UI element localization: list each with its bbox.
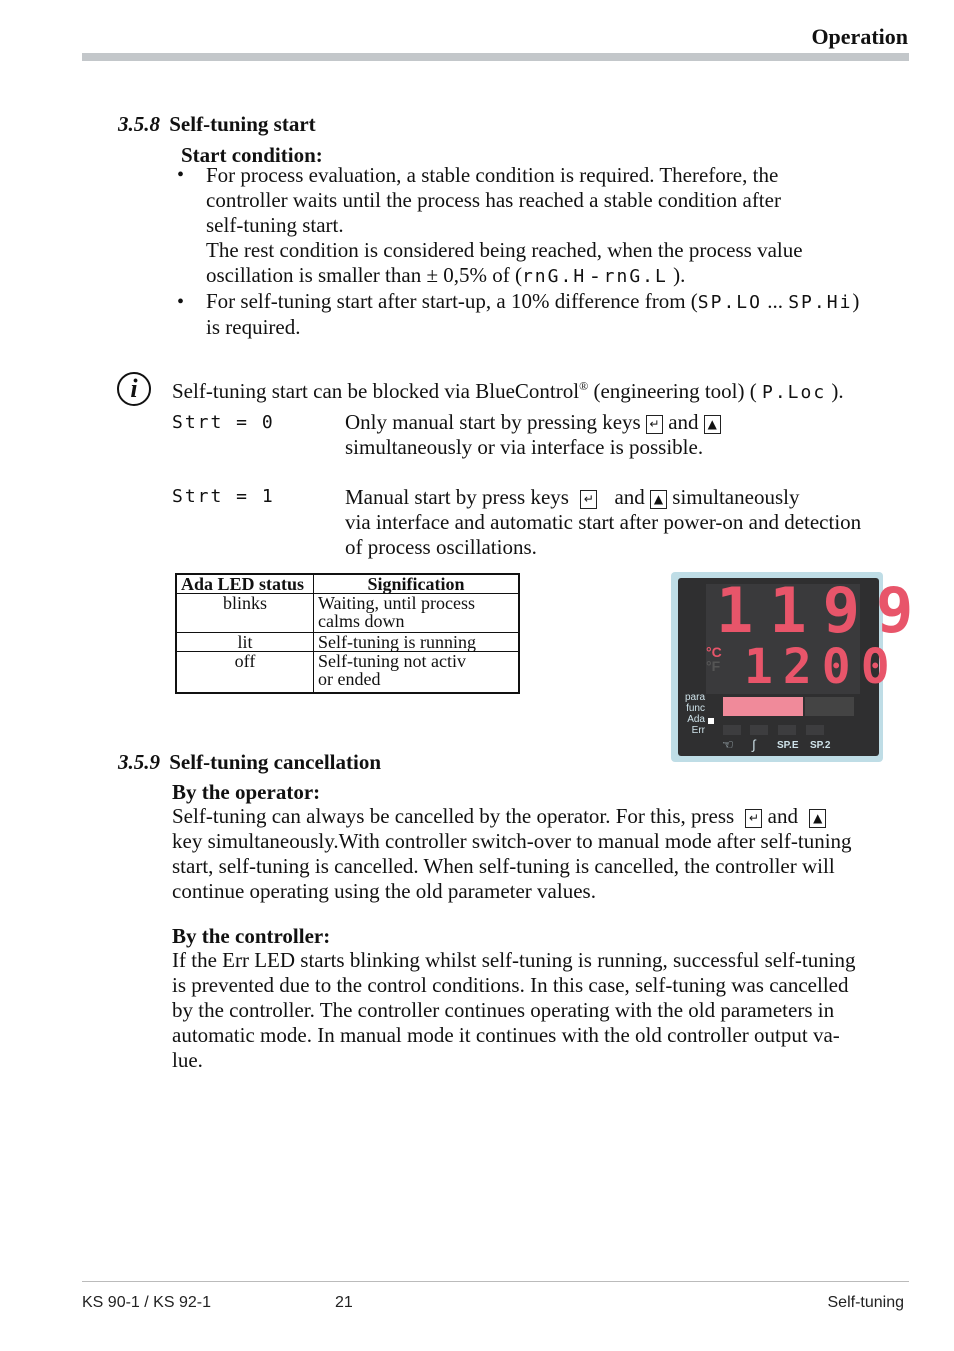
- table-row: [176, 594, 519, 633]
- strt-1-text: simultaneously: [672, 485, 800, 509]
- info-text: Self-tuning start can be blocked via BlueControl: [172, 379, 580, 403]
- table-row: [176, 652, 519, 694]
- controller-line: is prevented due to the control conditions. In this case, self-tuning was cancelled: [172, 973, 849, 997]
- table-row: [176, 633, 519, 652]
- bullet-1-line: The rest condition is considered being reached, when the process value: [206, 238, 803, 262]
- hand-icon: ☜: [722, 737, 734, 752]
- section-358-number: 3.5.8: [118, 112, 160, 136]
- table-header-cell: Signification: [314, 574, 520, 594]
- table-cell-signification: Self-tuning is running: [314, 633, 520, 652]
- footer-rule: [82, 1281, 909, 1282]
- led-label-para: para: [684, 692, 705, 703]
- footer-section: Self-tuning: [827, 1294, 904, 1311]
- enter-key-icon: ↵: [580, 490, 597, 509]
- footer-model: KS 90-1 / KS 92-1: [82, 1294, 211, 1311]
- signification-line: calms down: [318, 611, 405, 631]
- ada-led-indicator: [708, 718, 714, 724]
- section-359-number: 3.5.9: [118, 750, 160, 774]
- param-code: SP.LO: [697, 292, 762, 313]
- bargraph-lit: [723, 697, 803, 716]
- table-header-row: [176, 574, 519, 594]
- start-condition-heading: Start condition:: [181, 143, 323, 167]
- bullet-1-formula-line: [206, 263, 906, 289]
- operator-line: start, self-tuning is cancelled. When self-tuning is cancelled, the controller will: [172, 854, 835, 878]
- strt-1-line: of process oscillations.: [345, 535, 537, 559]
- bullet-2-line: [206, 289, 906, 315]
- button-label-spe: SP.E: [777, 740, 799, 751]
- table-cell-signification: [314, 594, 520, 633]
- strt-0-description: [345, 410, 905, 460]
- bullet-2-text: ): [852, 289, 860, 313]
- param-code: rnG.L: [603, 266, 668, 287]
- bullet-1-text: ).: [667, 263, 686, 287]
- strt-0-text: and: [668, 410, 699, 434]
- bullet-1-text: oscillation is smaller than ± 0,5% of (: [206, 263, 522, 287]
- led-labels: [684, 692, 705, 736]
- strt-0-code: Strt = 0: [172, 412, 275, 433]
- section-359-heading: [118, 750, 381, 775]
- operator-line: [172, 804, 912, 829]
- bullet-2: [206, 289, 906, 340]
- ramp-icon: ∫: [752, 737, 756, 752]
- table-cell-status: blinks: [176, 594, 314, 633]
- bullet-dot: •: [177, 164, 185, 186]
- operator-paragraph: [172, 804, 912, 904]
- controller-line: If the Err LED starts blinking whilst self-tuning is running, successful self-tuning: [172, 948, 856, 972]
- bullet-2-line: is required.: [206, 315, 301, 339]
- param-code: SP.Hi: [788, 292, 853, 313]
- section-358-title: Self-tuning start: [169, 112, 316, 136]
- section-359-title: Self-tuning cancellation: [169, 750, 382, 774]
- info-note: [172, 374, 902, 405]
- unit-fahrenheit: °F: [706, 658, 721, 674]
- bullet-2-text: For self-tuning start after start-up, a 10% difference from (: [206, 289, 698, 313]
- ada-led-table: [175, 573, 520, 694]
- table-header-cell: Ada LED status: [176, 574, 314, 594]
- button-label-sp2: SP.2: [810, 740, 831, 751]
- bullet-1-line: controller waits until the process has reached a stable condition after: [206, 188, 781, 212]
- table-cell-signification: [314, 652, 520, 694]
- param-code: rnG.H: [521, 266, 587, 287]
- lcd-process-value: 1199: [716, 574, 930, 647]
- info-text: ).: [826, 379, 844, 403]
- page-header-title: Operation: [811, 24, 908, 49]
- strt-1-description: [345, 485, 915, 560]
- registered-mark: ®: [579, 379, 589, 393]
- info-text: (engineering tool) (: [588, 379, 762, 403]
- bullet-1: [206, 163, 906, 289]
- signification-line: Self-tuning not activ: [318, 651, 466, 671]
- strt-1-text: and: [614, 485, 645, 509]
- bargraph-unlit: [805, 697, 854, 716]
- section-358-heading: [118, 112, 316, 137]
- status-led: [778, 725, 796, 735]
- unit-celsius: °C: [706, 644, 722, 660]
- status-led: [750, 725, 768, 735]
- footer-page-number: 21: [335, 1294, 353, 1311]
- status-led: [806, 725, 824, 735]
- strt-1-line: [345, 485, 915, 510]
- bullet-1-line: For process evaluation, a stable condition is required. Therefore, the: [206, 163, 779, 187]
- lcd-setpoint-value: 1200: [744, 639, 900, 695]
- strt-1-code: Strt = 1: [172, 486, 275, 507]
- header-rule: [82, 53, 909, 61]
- param-code: P.Loc: [761, 382, 827, 403]
- bullet-1-text: -: [586, 263, 604, 287]
- bullet-dot: •: [177, 291, 185, 313]
- strt-1-line: via interface and automatic start after power-on and detection: [345, 510, 862, 534]
- strt-0-line: [345, 410, 905, 435]
- signification-line: or ended: [318, 669, 381, 689]
- enter-key-icon: ↵: [646, 415, 663, 434]
- controller-line: lue.: [172, 1048, 203, 1072]
- strt-0-text: Only manual start by pressing keys: [345, 410, 641, 434]
- table-cell-status: lit: [176, 633, 314, 652]
- up-arrow-key-icon: ▲: [650, 490, 667, 509]
- strt-0-line: simultaneously or via interface is possible.: [345, 435, 704, 459]
- bullet-2-text: ...: [761, 289, 789, 313]
- enter-key-icon: ↵: [745, 809, 762, 828]
- operator-line: continue operating using the old parameter values.: [172, 879, 596, 903]
- strt-1-text: Manual start by press keys: [345, 485, 569, 509]
- by-controller-heading: By the controller:: [172, 924, 331, 948]
- up-arrow-key-icon: ▲: [704, 415, 721, 434]
- signification-line: Waiting, until process: [318, 593, 476, 613]
- status-led: [723, 725, 741, 735]
- controller-line: by the controller. The controller continues operating with the old parameters in: [172, 998, 835, 1022]
- bullet-1-line: self-tuning start.: [206, 213, 344, 237]
- info-icon: i: [117, 372, 151, 406]
- up-arrow-key-icon: ▲: [809, 809, 826, 828]
- operator-text: and: [767, 804, 798, 828]
- led-label-err: Err: [691, 725, 705, 736]
- led-label-ada: Ada: [687, 714, 705, 725]
- controller-line: automatic mode. In manual mode it continues with the old controller output va-: [172, 1023, 840, 1047]
- controller-paragraph: [172, 948, 912, 1073]
- led-label-func: func: [686, 703, 705, 714]
- by-operator-heading: By the operator:: [172, 780, 321, 804]
- operator-text: Self-tuning can always be cancelled by the operator. For this, press: [172, 804, 735, 828]
- operator-line: key simultaneously.With controller switch-over to manual mode after self-tuning: [172, 829, 852, 853]
- table-cell-status: off: [176, 652, 314, 694]
